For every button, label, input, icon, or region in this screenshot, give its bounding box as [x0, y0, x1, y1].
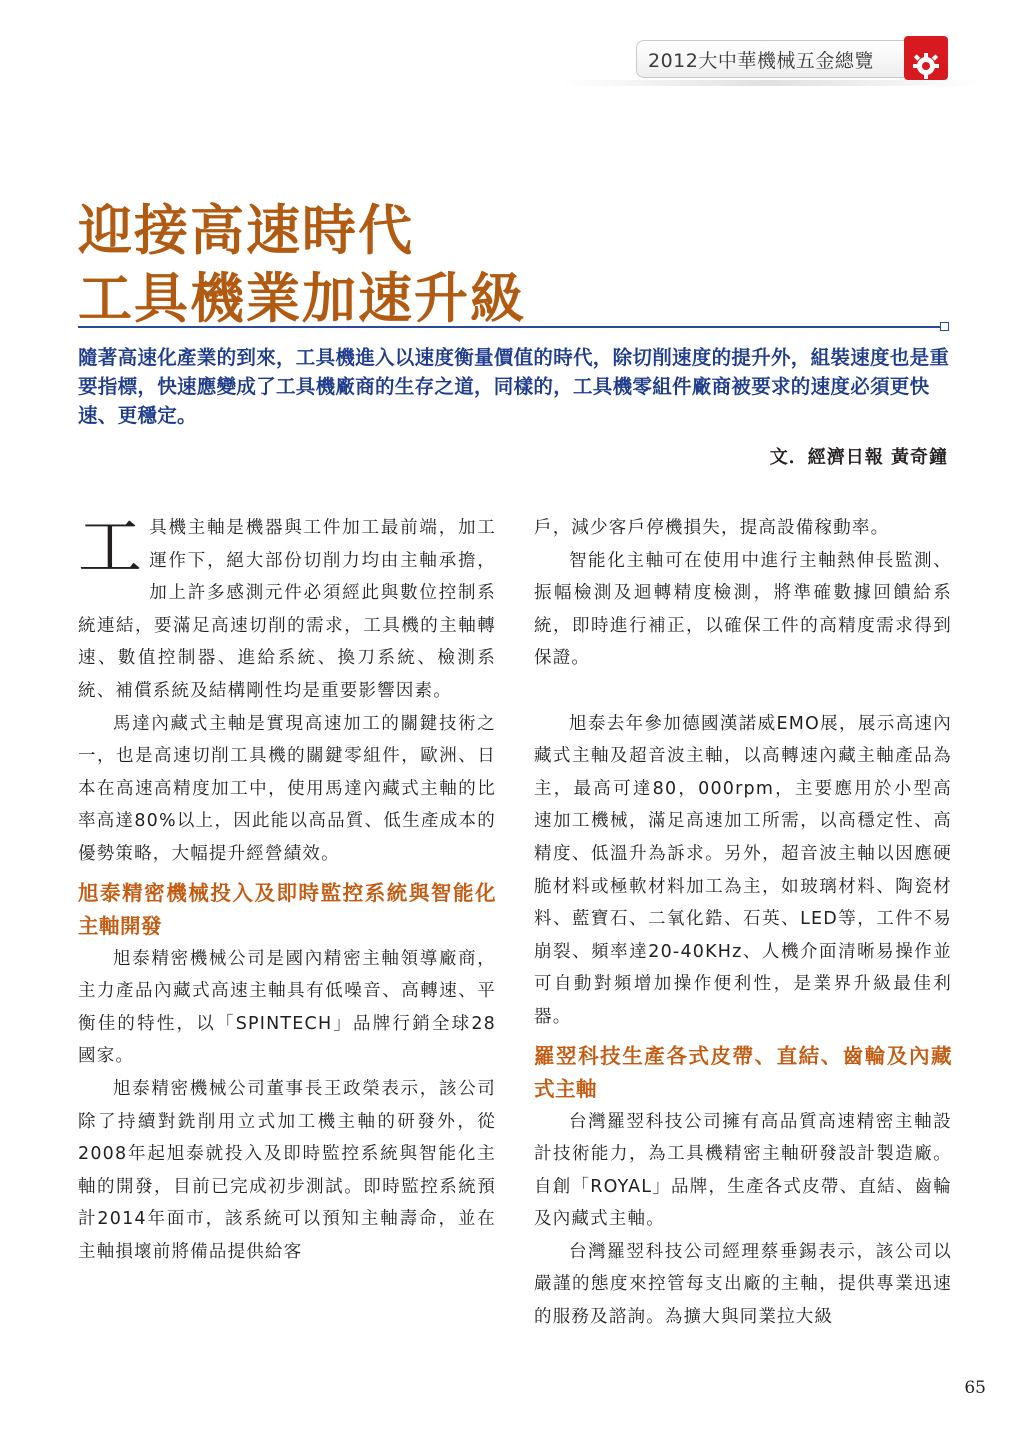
body-paragraph: 台灣羅翌科技公司擁有高品質高速精密主軸設計技術能力，為工具機精密主軸研發設計製造廠。自創「ROYAL」品牌，生產各式皮帶、直結、齒輪及內藏式主軸。 [534, 1111, 952, 1230]
body-paragraph: 旭泰精密機械公司是國內精密主軸領導廠商，主力產品內藏式高速主軸具有低噪音、高轉速、平衡佳的特性，以「SPINTECH」品牌行銷全球28國家。 [78, 948, 496, 1067]
header-shadow [560, 80, 980, 86]
body-paragraph: 台灣羅翌科技公司經理蔡垂錫表示，該公司以嚴謹的態度來控管每支出廠的主軸，提供專業迅速的服務及諮詢。為擴大與同業拉大級 [534, 1241, 952, 1328]
body-paragraph: 旭泰去年參加德國漢諾威EMO展，展示高速內藏式主軸及超音波主軸，以高轉速內藏主軸產品為主，最高可達80，000rpm，主要應用於小型高速加工機械，滿足高速加工所需，以高穩定性、高精度、低溫升為訴求。另外，超音波主軸以因應硬脆材料或極軟材料加工為主，如玻璃材料、陶瓷材料、藍寶石、二氧化鋯、石英、LED等，工件不易崩裂、頻率達20-40KHz、人機介面清晰易操作並可自動對頻增加操作便利性，是業界升級最佳利器。 [534, 713, 952, 1027]
body-paragraph: 馬達內藏式主軸是實現高速加工的關鍵技術之一，也是高速切削工具機的關鍵零組件，歐洲、日本在高速高精度加工中，使用馬達內藏式主軸的比率高達80%以上，因此能以高品質、低生產成本的優勢策略，大幅提升經營績效。 [78, 713, 496, 864]
title-divider [78, 326, 942, 328]
article-title-line-2: 工具機業加速升級 [78, 266, 526, 330]
right-column [534, 512, 952, 1334]
intro-text: 具機主軸是機器與工件加工最前端，加工運作下，絕大部份切削力均由主軸承擔，加上許多感測元件必須經此與數位控制系統連結，要滿足高速切削的需求，工具機的主軸轉速、數值控制器、進給系統、換刀系統、檢測系統、補償系統及結構剛性均是重要影響因素。 [78, 518, 496, 701]
gear-badge [904, 36, 948, 80]
drop-cap: 工 [78, 511, 144, 585]
section-heading: 羅翌科技生產各式皮帶、直結、齒輪及內藏式主軸 [534, 1043, 952, 1101]
page-number: 65 [964, 1378, 986, 1398]
publication-title: 2012大中華機械五金總覽 [648, 50, 874, 72]
divider-end-marker [940, 322, 949, 331]
article-byline: 文．經濟日報 黃奇鐘 [769, 447, 948, 468]
intro-paragraph [78, 512, 496, 708]
left-column [78, 512, 496, 1268]
body-paragraph: 智能化主軸可在使用中進行主軸熱伸長監測、振幅檢測及迴轉精度檢測，將準確數據回饋給系統，即時進行補正，以確保工件的高精度需求得到保證。 [534, 550, 952, 669]
body-paragraph: 戶，減少客戶停機損失，提高設備稼動率。 [534, 518, 890, 538]
body-paragraph: 旭泰精密機械公司董事長王政榮表示，該公司除了持續對銑削用立式加工機主軸的研發外，從2008年起旭泰就投入及即時監控系統與智能化主軸的開發，目前已完成初步測試。即時監控系統預計2014年面市，該系統可以預知主軸壽命，並在主軸損壞前將備品提供給客 [78, 1078, 496, 1262]
gear-icon [904, 36, 948, 80]
section-heading: 旭泰精密機械投入及即時監控系統與智能化主軸開發 [78, 880, 496, 938]
article-title-line-1: 迎接高速時代 [78, 198, 414, 262]
article-lead: 隨著高速化產業的到來，工具機進入以速度衡量價值的時代，除切削速度的提升外，組裝速度也是重要指標，快速應變成了工具機廠商的生存之道，同樣的，工具機零組件廠商被要求的速度必須更快速、更穩定。 [78, 346, 950, 427]
